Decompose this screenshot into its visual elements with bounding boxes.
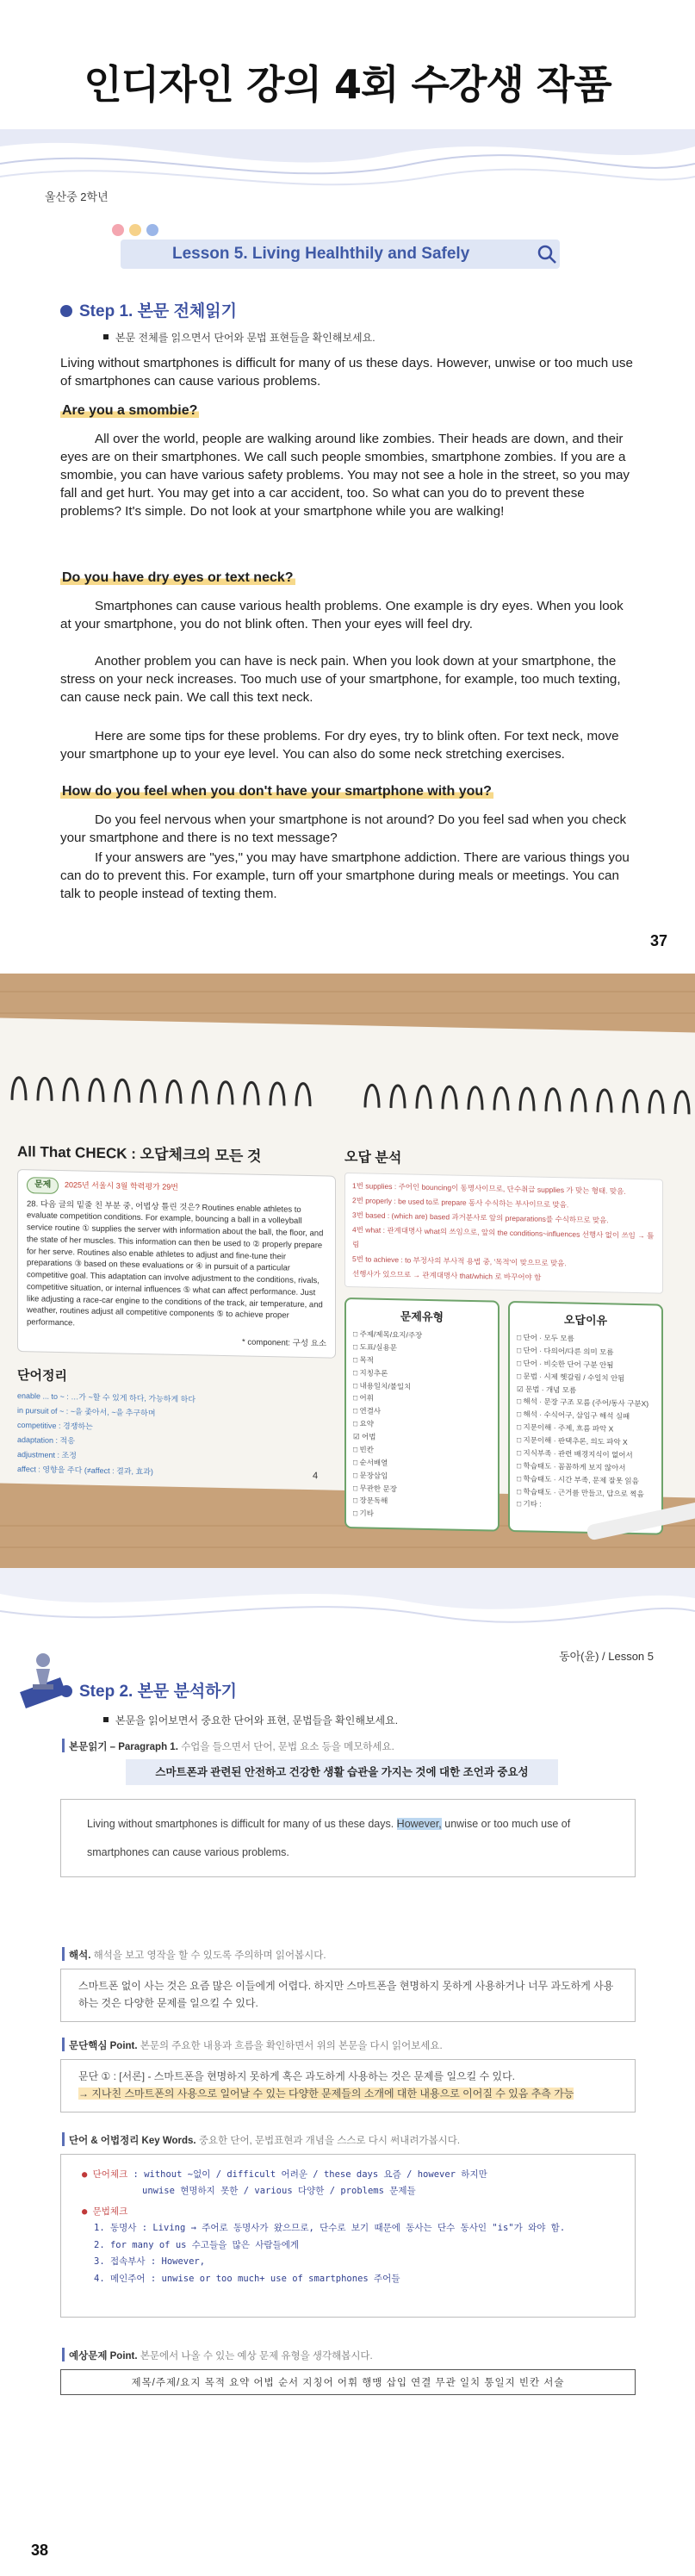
grammar-line: 1. 동명사 : Living → 주어로 동명사가 왔으므로, 단수로 보기 때문에 동사는 단수 동사인 "is"가 와야 함. bbox=[94, 2223, 566, 2234]
search-icon bbox=[536, 243, 558, 265]
paragraph-nervous: Do you feel nervous when your smartphone is not around? Do you feel sad when you check your smartphone and there is no text message? bbox=[60, 812, 627, 845]
lesson-title: Lesson 5. Living Healhthily and Safely bbox=[172, 245, 470, 263]
question-type-item: □ 장문독해 bbox=[353, 1496, 388, 1506]
question-type-item: □ 문장삽입 bbox=[353, 1470, 388, 1480]
vocab-list bbox=[17, 1389, 336, 1484]
section-expect-label: 예상문제 Point. 본문에서 나올 수 있는 예상 문제 유형을 생각해봅시다. bbox=[69, 2351, 373, 2361]
error-reason-list bbox=[517, 1331, 655, 1514]
error-reason-item: □ 기타 : bbox=[517, 1499, 542, 1509]
error-reason-item: ☑ 문법 · 개념 모름 bbox=[517, 1384, 577, 1395]
highlighted-however: However, bbox=[396, 1818, 442, 1830]
vocab-item: adjustment : 조정 bbox=[17, 1450, 77, 1460]
page-38 bbox=[0, 1568, 695, 2576]
error-note: 5번 to achieve : to 부정사의 부사적 용법 중, '목적'이 맞으므로 맞음. bbox=[352, 1254, 567, 1268]
question-type-item: □ 어휘 bbox=[353, 1393, 374, 1403]
error-reason-item: □ 지문이해 · 판택추론, 의도 파악 X bbox=[517, 1435, 628, 1447]
error-note: 4번 what : 관계대명사 what의 쓰임으로, 앞의 the conditions~influences 선행사 없이 쓰임 → 틀림 bbox=[352, 1225, 655, 1249]
error-note: 1번 supplies : 주어인 bouncing이 동명사이므로, 단수취급 supplies 가 맞는 형태. 맞음. bbox=[352, 1181, 626, 1196]
paragraph-text-box: Living without smartphones is difficult for many of us these days. However, unwise or too much use of smartphones can cause various problems. bbox=[60, 1799, 636, 1877]
grammar-line: 4. 메인주어 : unwise or too much+ use of smartphones 주어들 bbox=[94, 2273, 400, 2284]
lesson-tag: 동아(윤) / Lesson 5 bbox=[559, 1650, 654, 1663]
keywords-box bbox=[60, 2154, 636, 2318]
section-point-label: 문단핵심 Point. 본문의 주요한 내용과 흐름을 확인하면서 위의 본문을 다시 읽어보세요. bbox=[69, 2041, 443, 2051]
question-type-box bbox=[344, 1297, 500, 1532]
point-box bbox=[60, 2059, 636, 2112]
question-type-item: □ 도표/실용문 bbox=[353, 1342, 397, 1353]
notebook-photo bbox=[0, 974, 695, 1568]
vocab-item: in pursuit of ~ : ~을 좇아서, ~을 추구하며 bbox=[17, 1405, 156, 1418]
question-year: 2025년 서울시 3월 학력평가 29번 bbox=[64, 1180, 178, 1192]
question-heading-3: How do you feel when you don't have your smartphone with you? bbox=[62, 784, 492, 799]
page-37 bbox=[0, 129, 695, 974]
section-translation-label: 해석. 해석을 보고 영작을 할 수 있도록 주의하며 읽어봅시다. bbox=[69, 1951, 326, 1961]
step1-heading: Step 1. 본문 전체읽기 bbox=[60, 298, 237, 321]
error-reason-item: □ 해석 · 문장 구조 모름 (주어/동사 구분X) bbox=[517, 1397, 649, 1409]
section-keywords-label: 단어 & 어법정리 Key Words. 중요한 단어, 문법표현과 개념을 스스로 다시 써내려가봅시다. bbox=[69, 2136, 461, 2146]
error-reason-item: □ 학습태도 · 근거를 만들고, 답으로 찍음 bbox=[517, 1486, 644, 1498]
page-number-37: 37 bbox=[649, 932, 667, 949]
section-reading-label: 본문읽기 – Paragraph 1. 수업을 들으면서 단어, 문법 요소 등을 메모하세요. bbox=[69, 1742, 394, 1752]
point-line-highlight: → 지나친 스마트폰의 사용으로 일어날 수 있는 다양한 문제들의 소개에 대한 내용으로 이어질 수 있음 추측 가능 bbox=[78, 2087, 574, 2100]
vocab-item: adaptation : 적응 bbox=[17, 1434, 75, 1446]
notebook-left-column bbox=[17, 1139, 336, 1484]
notebook-right-column bbox=[344, 1146, 663, 1535]
grammar-heading: ● 문법체크 bbox=[82, 2206, 128, 2217]
vocab-heading: 단어정리 bbox=[17, 1367, 67, 1384]
question-type-item: □ 빈칸 bbox=[353, 1445, 374, 1454]
question-type-heading: 문제유형 bbox=[400, 1310, 444, 1324]
translation-box: 스마트폰 없이 사는 것은 요즘 많은 이들에게 어렵다. 하지만 스마트폰을 현명하지 못하게 사용하거나 너무 과도하게 사용하는 것은 다양한 문제를 일으킬 수 있다. bbox=[60, 1969, 636, 2022]
paragraph-smombie: All over the world, people are walking around like zombies. Their heads are down, and their eyes are on their smartphones. We call such people smombies, smartphone zombies. If you are a smombie, you can have various safety problems. You may not see a hole in the street, so you may fall and get hurt. You may get into a car accident, too. So what can you do to prevent these problems? It's simple. Do not look at your smartphone while you are walking! bbox=[60, 432, 630, 519]
question-heading-1: Are you a smombie? bbox=[62, 403, 198, 418]
notebook-left-title: All That CHECK : 오답체크의 모든 것 bbox=[17, 1142, 262, 1165]
question-type-item: □ 주제/제목/요지/주장 bbox=[353, 1329, 423, 1340]
step2-instruction: 본문을 읽어보면서 중요한 단어와 표현, 문법들을 확인해보세요. bbox=[103, 1713, 398, 1727]
error-reason-item: □ 해석 · 수식어구, 삽입구 해석 실패 bbox=[517, 1409, 630, 1422]
grammar-line: 2. for many of us 수고들을 많은 사람들에게 bbox=[94, 2239, 300, 2250]
step2-heading: Step 2. 본문 분석하기 bbox=[60, 1678, 237, 1702]
error-summary: 선행사가 있으므로 → 관계대명사 that/which 로 바꾸어야 함 bbox=[352, 1269, 542, 1282]
question-type-item: □ 무관한 문장 bbox=[353, 1483, 397, 1493]
error-reason-item: □ 지문이해 · 주제, 흐름 파악 X bbox=[517, 1422, 614, 1434]
error-reason-item: □ 문법 · 시제 헷갈림 / 수일치 안됨 bbox=[517, 1371, 625, 1383]
main-title: 인디자인 강의 4회 수강생 작품 bbox=[84, 61, 611, 108]
keyword-line: ● 단어체크 : without ~없이 / difficult 어려운 / these days 요즘 / however 하지만 bbox=[82, 2169, 487, 2180]
question-type-item: □ 목적 bbox=[353, 1354, 374, 1365]
error-reason-item: □ 지식부족 · 관련 배경지식이 없어서 bbox=[517, 1447, 633, 1459]
question-box bbox=[17, 1169, 336, 1358]
question-type-list bbox=[353, 1328, 491, 1522]
question-footnote: * component: 구성 요소 bbox=[242, 1337, 326, 1349]
step1-instruction: 본문 전체를 읽으면서 단어와 문법 표현들을 확인해보세요. bbox=[103, 330, 375, 345]
error-reason-item: □ 학습태도 · 꼼꼼하게 보지 않아서 bbox=[517, 1460, 626, 1472]
error-note: 3번 based : (which are) based 과거분사로 앞의 preparations를 수식하므로 맞음. bbox=[352, 1210, 609, 1225]
intro-paragraph: Living without smartphones is difficult for many of us these days. However, unwise or too much use of smartphones can cause various problems. bbox=[60, 356, 633, 389]
notebook-page bbox=[0, 1018, 695, 1518]
school-tag: 울산중 2학년 bbox=[45, 190, 109, 203]
vocab-item: affect : 영향을 주다 (≠affect : 결과, 효과) bbox=[17, 1465, 153, 1477]
question-tag: 문제 bbox=[27, 1177, 59, 1193]
question-type-item: □ 기타 bbox=[353, 1509, 374, 1518]
spiral-rings bbox=[0, 1066, 695, 1132]
error-reason-box bbox=[508, 1301, 663, 1535]
question-text: 28. 다음 글의 밑줄 친 부분 중, 어법상 틀린 것은? Routines enable athletes to evaluate competition conditions. For example, bouncing a ball in a volleyball service routine ① supplies the server with information about the ball, the floor, and the state of her muscles. This information can then be used to ② properly prepare for her serve. Routines also enable athletes to adjust and fine-tune their preparations ③ based on these evaluations or ④ in pursuit of a particular competitive goal. This adaptation can involve adjustment to the conditions, rivals, competitive situation, or internal influences ⑤ what can affect performance. Just like adjusting a race-car engine to the conditions of the track, air temperature, and weather, routines adjust all competitive components ⑤ to achieve proper performance. bbox=[27, 1198, 324, 1328]
keyword-line: unwise 현명하지 못한 / various 다양한 / problems 문제들 bbox=[142, 2186, 416, 2197]
error-reason-item: □ 단어 · 모두 모름 bbox=[517, 1333, 574, 1343]
error-reason-item: □ 학습태도 · 시간 부족, 문제 잘못 읽음 bbox=[517, 1473, 639, 1485]
vocab-item: enable ... to ~ : …가 ~할 수 있게 하다, 가능하게 하다 bbox=[17, 1391, 196, 1403]
summary-bar: 스마트폰과 관련된 안전하고 건강한 생활 습관을 가지는 것에 대한 조언과 중요성 bbox=[126, 1759, 558, 1785]
notebook-page-number: 4 bbox=[313, 1471, 319, 1482]
vocab-item: competitive : 경쟁하는 bbox=[17, 1420, 93, 1431]
type-reason-boxes bbox=[344, 1297, 663, 1535]
paragraph-dry-eyes: Smartphones can cause various health problems. One example is dry eyes. When you look at your smartphone, you do not blink often. Then your eyes will feel dry. bbox=[60, 599, 624, 632]
error-note: 2번 properly : be used to로 prepare 동사 수식하는 부사이므로 맞음. bbox=[352, 1196, 569, 1210]
color-dots bbox=[112, 224, 158, 236]
question-type-item: □ 내용일치/불일치 bbox=[353, 1380, 412, 1391]
grammar-line: 3. 접속부사 : However, bbox=[94, 2256, 206, 2268]
error-reason-item: □ 단어 · 비슷한 단어 구분 안됨 bbox=[517, 1358, 614, 1370]
expected-types-box: 제목/주제/요지 목적 요약 어법 순서 지칭어 어휘 행맹 삽입 연결 무관 일치 통일지 빈칸 서술 bbox=[60, 2369, 636, 2395]
page-number-38: 38 bbox=[31, 2542, 49, 2559]
question-type-item: □ 지칭추론 bbox=[353, 1367, 388, 1378]
wave-decoration bbox=[0, 1568, 695, 1637]
question-type-item: □ 연결사 bbox=[353, 1406, 382, 1416]
point-line: 문단 ① : [서론] - 스마트폰을 현명하지 못하게 혹은 과도하게 사용하는 것은 문제를 일으킬 수 있다. bbox=[78, 2070, 516, 2082]
question-type-item: □ 순서배열 bbox=[353, 1457, 388, 1467]
question-type-item: ☑ 어법 bbox=[353, 1432, 376, 1441]
error-reason-heading: 오답이유 bbox=[563, 1313, 608, 1328]
question-heading-2: Do you have dry eyes or text neck? bbox=[62, 570, 294, 585]
paragraph-text-neck: Another problem you can have is neck pain. When you look down at your smartphone, the stress on your neck increases. Too much use of your smartphone, for example, too much texting, can cause neck pain. We call this text neck. bbox=[60, 654, 621, 705]
error-analysis-heading: 오답 분석 bbox=[344, 1149, 402, 1167]
error-notes bbox=[344, 1173, 663, 1294]
paragraph-tips: Here are some tips for these problems. For dry eyes, try to blink often. For text neck, move your smartphone up to your eye level. You can also do some neck stretching exercises. bbox=[60, 729, 619, 762]
paragraph-addiction: If your answers are "yes," you may have smartphone addiction. There are various things you can do to prevent this. For example, turn off your smartphone during meals or meetings. You can talk to people instead of texting them. bbox=[60, 850, 630, 901]
title-banner bbox=[0, 0, 695, 142]
question-type-item: □ 요약 bbox=[353, 1419, 374, 1428]
error-reason-item: □ 단어 · 다의어/다른 의미 모름 bbox=[517, 1345, 614, 1357]
